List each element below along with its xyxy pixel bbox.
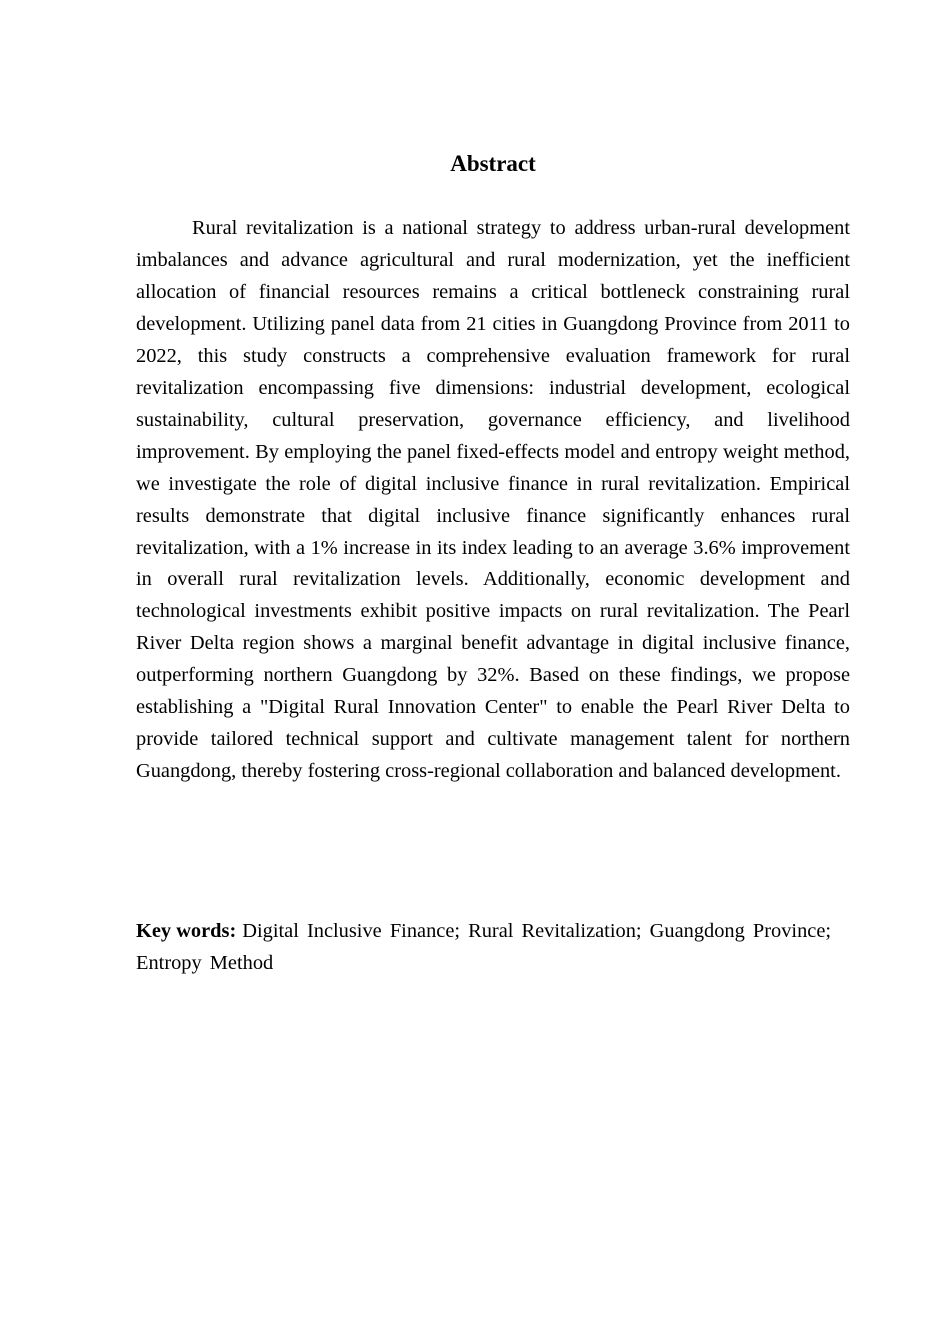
keywords-separator: : [229,920,237,942]
abstract-paragraph: Rural revitalization is a national strategy to address urban-rural development imbalances and advance agricultural and rural modernization, yet the inefficient allocation of financial resources remains a critical bottleneck constraining rural development. Utilizing panel data from 21 cities in Guangdong Province from 2011 to 2022, this study constructs a comprehensive evaluation framework for rural revitalization encompassing five dimensions: industrial development, ecological sustainability, cultural preservation, governance efficiency, and livelihood improvement. By employing the panel fixed-effects model and entropy weight method, we investigate the role of digital inclusive finance in rural revitalization. Empirical results demonstrate that digital inclusive finance significantly enhances rural revitalization, with a 1% increase in its index leading to an average 3.6% improvement in overall rural revitalization levels. Additionally, economic development and technological investments exhibit positive impacts on rural revitalization. The Pearl River Delta region shows a marginal benefit advantage in digital inclusive finance, outperforming northern Guangdong by 32%. Based on these findings, we propose establishing a "Digital Rural Innovation Center" to enable the Pearl River Delta to provide tailored technical support and cultivate management talent for northern Guangdong, thereby fostering cross-regional collaboration and balanced development. [136,217,850,783]
keywords-line [136,915,836,979]
keywords-label: Key words [136,920,230,942]
abstract-title: Abstract [450,151,536,176]
keywords-text: Digital Inclusive Finance; Rural Revitalization; Guangdong Province; Entropy Method [136,920,832,974]
